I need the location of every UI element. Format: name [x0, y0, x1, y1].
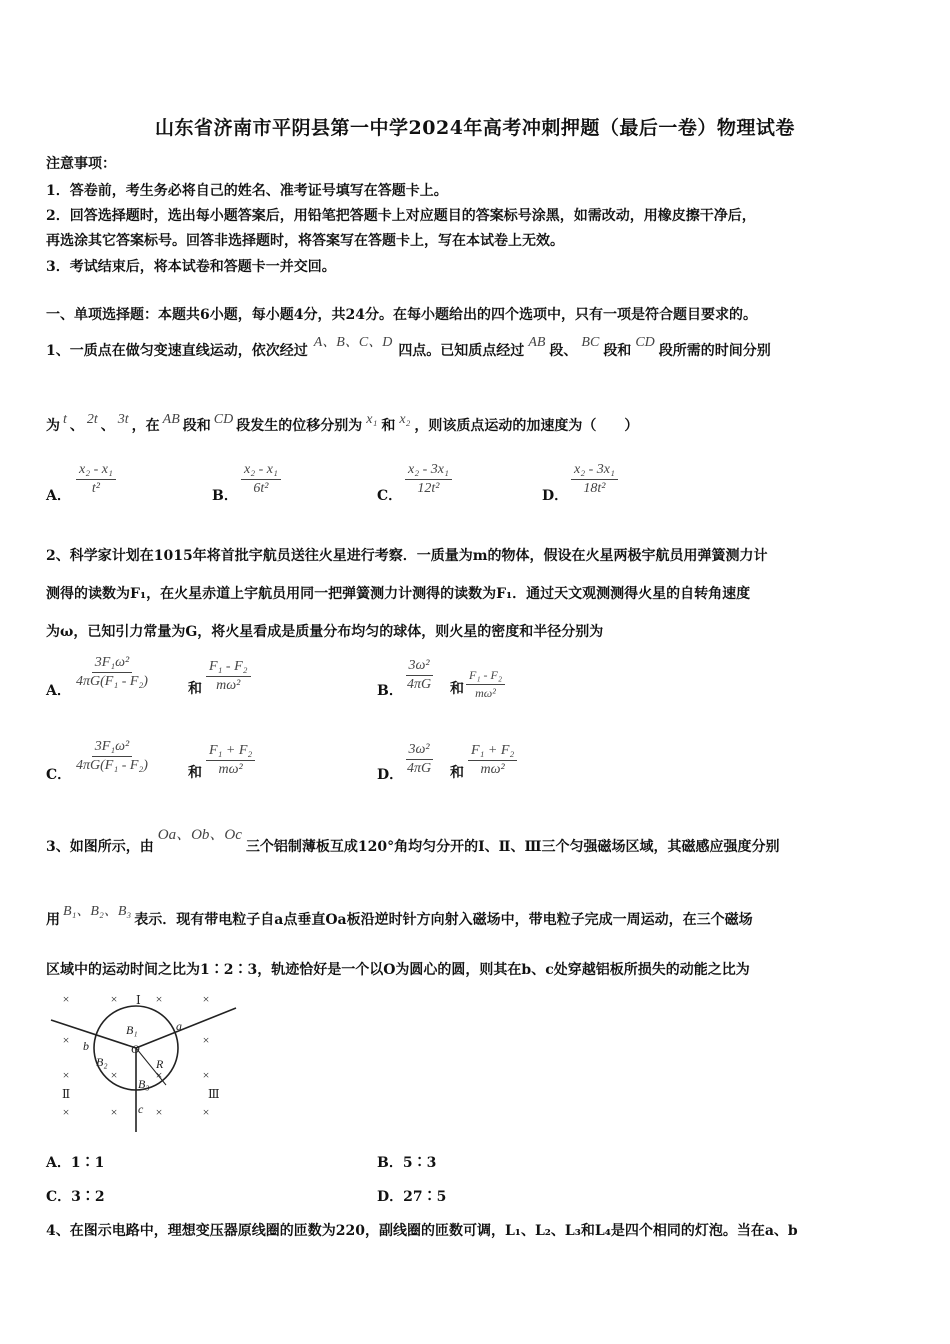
field-b1-label: B₁: [126, 1023, 138, 1037]
numerator: 3F₁ω²: [92, 739, 133, 757]
notice-heading: 注意事项：: [46, 156, 116, 172]
cross-mark: ×: [62, 1068, 70, 1082]
and-text: 和: [450, 681, 464, 697]
numerator: x₂ - 3x₁: [405, 462, 452, 480]
q1-text: 、: [100, 418, 115, 434]
cross-mark: ×: [202, 1068, 210, 1082]
region-3-label: Ⅲ: [208, 1087, 220, 1101]
option-c-radius: [206, 743, 255, 778]
cross-mark: ×: [62, 992, 70, 1006]
radius-r-label: R: [156, 1057, 164, 1071]
option-b[interactable]: B．: [212, 488, 238, 504]
cross-mark: ×: [110, 1105, 118, 1119]
notice-item: 再选涂其它答案标号。回答非选择题时，将答案写在答题卡上，写在本试卷上无效。: [46, 233, 564, 249]
numerator: x₂ - 3x₁: [571, 462, 618, 480]
question-3-stem: [46, 904, 753, 929]
denominator: mω²: [475, 686, 496, 700]
denominator: t²: [91, 481, 100, 496]
q1-math-bc: BC: [581, 335, 600, 350]
plate-oa: [136, 1008, 236, 1048]
denominator: mω²: [216, 678, 241, 693]
option-d-density: [404, 742, 434, 777]
center-o-label: O: [131, 1042, 140, 1056]
question-2-stem: 2、科学家计划在1015年将首批宇航员送往火星进行考察．一质量为m的物体，假设在火星两极宇航员用弹簧测力计: [46, 548, 768, 564]
numerator: F₁ + F₂: [206, 743, 255, 761]
numerator: x₂ - x₁: [241, 462, 281, 480]
option-a-formula: [76, 462, 116, 497]
option-d[interactable]: D．: [377, 767, 404, 783]
q1-math-points: A、B、C、D: [313, 335, 393, 350]
cross-mark: ×: [62, 1105, 70, 1119]
denominator: 18t²: [583, 481, 606, 496]
option-a[interactable]: A．: [46, 683, 71, 699]
q1-text: ，在: [131, 418, 160, 434]
q1-text: 段和: [182, 418, 211, 434]
option-c-formula: [405, 462, 452, 497]
question-2-stem: 为ω，已知引力常量为G，将火星看成是质量分布均匀的球体，则火星的密度和半径分别为: [46, 624, 604, 640]
question-1-stem-2: [46, 412, 639, 435]
q1-text: 段、: [549, 343, 578, 359]
q1-math-cd: CD: [635, 335, 655, 350]
magnetic-field-diagram: [46, 990, 242, 1136]
cross-mark: ×: [202, 1033, 210, 1047]
numerator: 3ω²: [406, 742, 433, 760]
question-1-stem: [46, 335, 771, 360]
cross-mark: ×: [110, 992, 118, 1006]
and-text: 和: [188, 681, 202, 697]
question-3-stem: 区域中的运动时间之比为1∶2∶3，轨迹恰好是一个以O为圆心的圆，则其在b、c处穿越铝板所损失的动能之比为: [46, 962, 750, 978]
cross-mark: ×: [155, 992, 163, 1006]
numerator: F₁ + F₂: [468, 743, 517, 761]
q1-text: 段发生的位移分别为: [236, 418, 363, 434]
numerator: F₁ - F₂: [206, 659, 251, 677]
notice-item: 2．回答选择题时，选出每小题答案后，用铅笔把答题卡上对应题目的答案标号涂黑，如需改动，用橡皮擦干净后，: [46, 208, 756, 224]
cross-mark: ×: [110, 1068, 118, 1082]
q1-text: 四点。已知质点经过: [398, 343, 525, 359]
option-b[interactable]: B．: [377, 683, 403, 699]
question-3-stem: [46, 827, 780, 856]
denominator: 4πG: [407, 677, 432, 692]
q1-math: AB: [162, 412, 180, 427]
denominator: 4πG: [407, 761, 432, 776]
option-b[interactable]: B．5∶3: [377, 1155, 437, 1171]
option-b-formula: [241, 462, 281, 497]
notice-item: 1．答卷前，考生务必将自己的姓名、准考证号填写在答题卡上。: [46, 183, 448, 199]
q3-text: 表示．现有带电粒子自a点垂直Oa板沿逆时针方向射入磁场中，带电粒子完成一周运动，在三个磁场: [134, 912, 753, 928]
cross-mark: ×: [155, 1105, 163, 1119]
q3-math-plates: Oa、Ob、Oc: [157, 827, 242, 843]
numerator: 3ω²: [406, 658, 433, 676]
field-b3-label: B₃: [138, 1077, 150, 1091]
q3-text: 用: [46, 912, 60, 928]
denominator: mω²: [480, 762, 505, 777]
q1-math: CD: [213, 412, 234, 427]
denominator: 4πG(F₁ - F₂): [76, 674, 148, 689]
denominator: 4πG(F₁ - F₂): [76, 758, 148, 773]
point-c-label: c: [138, 1102, 144, 1116]
field-b2-label: B₂: [96, 1055, 108, 1069]
q1-text: 段所需的时间分别: [658, 343, 771, 359]
denominator: mω²: [218, 762, 243, 777]
cross-mark: ×: [155, 1068, 163, 1082]
option-a[interactable]: A．: [46, 488, 71, 504]
and-text: 和: [188, 765, 202, 781]
q1-text: 1、一质点在做匀变速直线运动，依次经过: [46, 343, 308, 359]
option-a[interactable]: A．1∶1: [46, 1155, 105, 1171]
q1-text: ，则该质点运动的加速度为（ ）: [414, 418, 639, 434]
q1-math: x₂: [399, 412, 411, 427]
numerator: 3F₁ω²: [92, 655, 133, 673]
denominator: 6t²: [253, 481, 269, 496]
notice-item: 3．考试结束后，将本试卷和答题卡一并交回。: [46, 259, 336, 275]
q1-text: 为: [46, 418, 60, 434]
page-title: 山东省济南市平阴县第一中学2024年高考冲刺押题（最后一卷）物理试卷: [155, 117, 795, 139]
option-d[interactable]: D．: [542, 488, 569, 504]
option-b-density: [404, 658, 434, 693]
region-2-label: Ⅱ: [62, 1087, 71, 1101]
option-d-formula: [571, 462, 618, 497]
q1-math: 2t: [86, 412, 98, 427]
option-d-radius: [468, 743, 517, 778]
option-a-density: [73, 655, 151, 690]
option-c[interactable]: C．3∶2: [46, 1189, 105, 1205]
option-c[interactable]: C．: [46, 767, 72, 783]
and-text: 和: [450, 765, 464, 781]
question-2-stem: 测得的读数为F₁，在火星赤道上宇航员用同一把弹簧测力计测得的读数为F₁．通过天文观测测得火星的自转角速度: [46, 586, 751, 602]
q1-text: 段和: [603, 343, 632, 359]
q1-text: 和: [381, 418, 396, 434]
cross-mark: ×: [202, 992, 210, 1006]
option-a-radius: [206, 659, 251, 694]
q1-math: 3t: [117, 412, 129, 427]
q1-math-ab: AB: [528, 335, 546, 350]
question-4-stem: 4、在图示电路中，理想变压器原线圈的匝数为220，副线圈的匝数可调，L₁、L₂、L₃和L₄是四个相同的灯泡。当在a、b: [46, 1223, 798, 1239]
q3-text: 3、如图所示，由: [46, 839, 154, 855]
option-b-radius: [466, 668, 505, 701]
option-d[interactable]: D．27∶5: [377, 1189, 447, 1205]
cross-mark: ×: [202, 1105, 210, 1119]
point-a-label: a: [176, 1019, 182, 1033]
option-c-density: [73, 739, 151, 774]
point-b-label: b: [83, 1039, 89, 1053]
numerator: F₁ - F₂: [466, 668, 505, 685]
q1-math: t: [63, 412, 67, 427]
option-c[interactable]: C．: [377, 488, 403, 504]
denominator: 12t²: [417, 481, 440, 496]
q1-text: 、: [69, 418, 84, 434]
numerator: x₂ - x₁: [76, 462, 116, 480]
section-heading: 一、单项选择题：本题共6小题，每小题4分，共24分。在每小题给出的四个选项中，只有一项是符合题目要求的。: [46, 307, 757, 323]
q1-math: x₁: [366, 412, 378, 427]
q3-text: 三个铝制薄板互成120°角均匀分开的Ⅰ、Ⅱ、Ⅲ三个匀强磁场区域，其磁感应强度分别: [245, 839, 780, 855]
region-1-label: Ⅰ: [136, 993, 141, 1007]
q3-math-fields: B₁、B₂、B₃: [63, 904, 132, 919]
cross-mark: ×: [62, 1033, 70, 1047]
